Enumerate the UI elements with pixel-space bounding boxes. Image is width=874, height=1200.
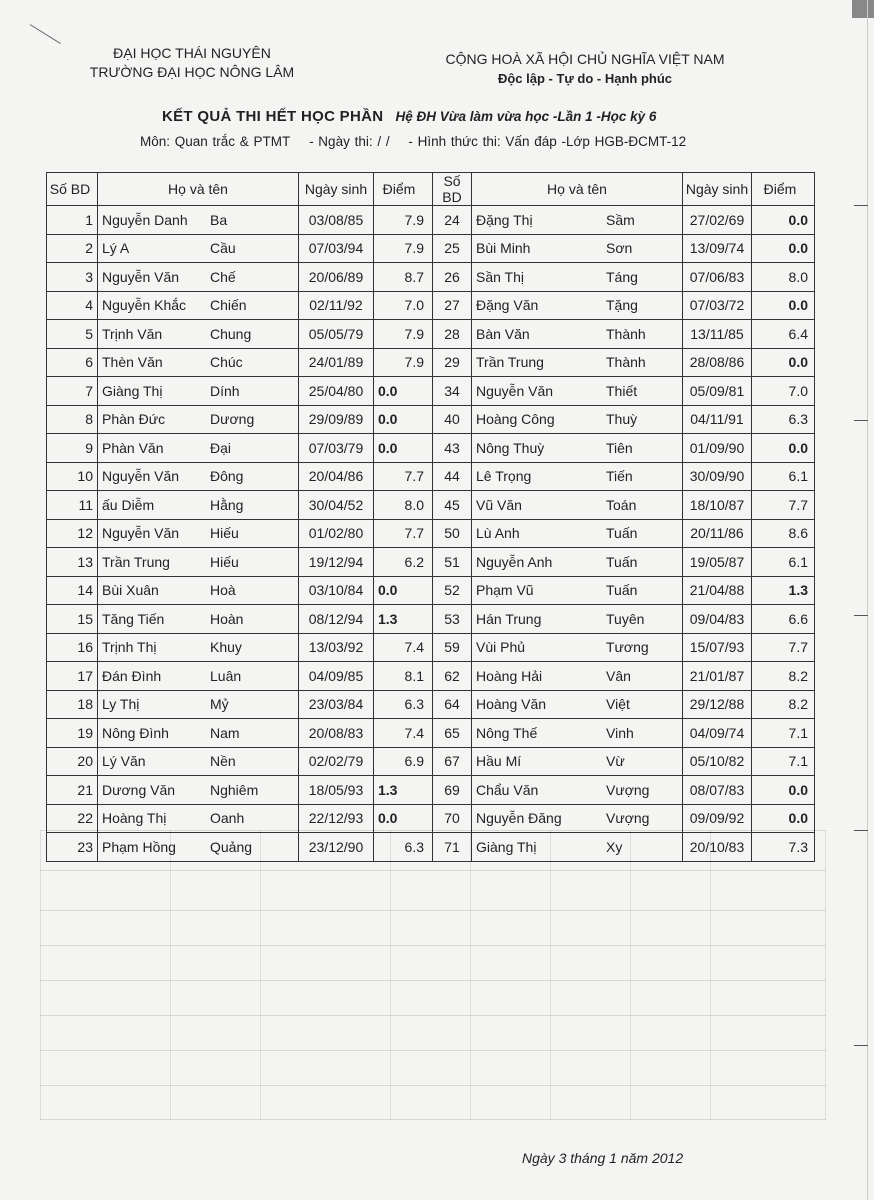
- national-header: [430, 50, 740, 88]
- cell-ten: Chế: [202, 263, 299, 292]
- cell-ngaysinh: 04/09/85: [299, 662, 374, 691]
- cell-sbd-right: 52: [433, 576, 472, 605]
- title-sub: Hệ ĐH Vừa làm vừa học -Lần 1 -Học kỳ 6: [395, 109, 657, 124]
- cell-ten-right: Vừ: [592, 747, 683, 776]
- header-sbd-right: Số BD: [433, 173, 472, 206]
- cell-ngaysinh: 24/01/89: [299, 348, 374, 377]
- cell-sbd: 19: [47, 719, 98, 748]
- cell-ten: Chúc: [202, 348, 299, 377]
- bleed-through-table: [40, 830, 826, 1120]
- cell-sbd: 4: [47, 291, 98, 320]
- cell-sbd-right: 65: [433, 719, 472, 748]
- cell-ten-right: Tuấn: [592, 576, 683, 605]
- cell-diem-right: 8.6: [752, 519, 815, 548]
- signature-date: Ngày 3 tháng 1 năm 2012: [522, 1150, 684, 1166]
- cell-sbd-right: 67: [433, 747, 472, 776]
- cell-ho: Tăng Tiến: [98, 605, 203, 634]
- cell-ten: Chung: [202, 320, 299, 349]
- cell-ten: Luân: [202, 662, 299, 691]
- cell-sbd-right: 70: [433, 804, 472, 833]
- cell-ho-right: Hầu Mí: [472, 747, 593, 776]
- cell-ho: Lý A: [98, 234, 203, 263]
- cell-ngaysinh: 30/04/52: [299, 491, 374, 520]
- cell-diem-right: 6.1: [752, 462, 815, 491]
- cell-diem: 8.1: [374, 662, 433, 691]
- cell-ho-right: Bùi Minh: [472, 234, 593, 263]
- cell-diem-right: 7.7: [752, 633, 815, 662]
- cell-ho: Nguyễn Khắc: [98, 291, 203, 320]
- cell-ten: Hoàn: [202, 605, 299, 634]
- cell-ngaysinh: 13/03/92: [299, 633, 374, 662]
- cell-ngaysinh: 03/10/84: [299, 576, 374, 605]
- cell-sbd-right: 29: [433, 348, 472, 377]
- cell-diem: 6.3: [374, 690, 433, 719]
- cell-diem: 6.2: [374, 548, 433, 577]
- cell-sbd-right: 28: [433, 320, 472, 349]
- cell-ngaysinh-right: 08/07/83: [683, 776, 752, 805]
- header-hoten-right: Họ và tên: [472, 173, 683, 206]
- cell-ho: Nguyễn Văn: [98, 263, 203, 292]
- table-row: [47, 548, 815, 577]
- cell-ho-right: Nguyễn Đăng: [472, 804, 593, 833]
- cell-ten: Khuy: [202, 633, 299, 662]
- cell-diem: 7.0: [374, 291, 433, 320]
- table-row: [47, 833, 815, 862]
- exam-info: [140, 134, 700, 149]
- cell-diem-right: 0.0: [752, 206, 815, 235]
- cell-ho-right: Vùi Phủ: [472, 633, 593, 662]
- cell-ngaysinh-right: 07/06/83: [683, 263, 752, 292]
- cell-ten-right: Tuyên: [592, 605, 683, 634]
- cell-diem-right: 8.2: [752, 690, 815, 719]
- cell-sbd: 6: [47, 348, 98, 377]
- header-sbd: Số BD: [47, 173, 98, 206]
- cell-ten: Chiến: [202, 291, 299, 320]
- cell-sbd: 5: [47, 320, 98, 349]
- header-diem-right: Điểm: [752, 173, 815, 206]
- table-row: [47, 234, 815, 263]
- cell-ten-right: Thuỳ: [592, 405, 683, 434]
- cell-ho: Trịnh Văn: [98, 320, 203, 349]
- cell-ten-right: Thành: [592, 348, 683, 377]
- cell-diem: 7.4: [374, 719, 433, 748]
- cell-diem-right: 6.6: [752, 605, 815, 634]
- cell-diem-right: 7.0: [752, 377, 815, 406]
- cell-ho: Hoàng Thị: [98, 804, 203, 833]
- cell-ten: Dương: [202, 405, 299, 434]
- cell-sbd-right: 26: [433, 263, 472, 292]
- cell-ho: Trần Trung: [98, 548, 203, 577]
- cell-ho: Ly Thị: [98, 690, 203, 719]
- cell-ho-right: Lù Anh: [472, 519, 593, 548]
- cell-ngaysinh: 20/04/86: [299, 462, 374, 491]
- margin-tick: [854, 1045, 868, 1046]
- cell-ten-right: Thiết: [592, 377, 683, 406]
- cell-sbd-right: 44: [433, 462, 472, 491]
- cell-diem: 6.9: [374, 747, 433, 776]
- cell-ngaysinh-right: 29/12/88: [683, 690, 752, 719]
- cell-diem-right: 0.0: [752, 434, 815, 463]
- cell-diem-right: 8.2: [752, 662, 815, 691]
- cell-ngaysinh: 29/09/89: [299, 405, 374, 434]
- cell-diem-right: 0.0: [752, 804, 815, 833]
- cell-diem-right: 6.1: [752, 548, 815, 577]
- exam-date: - Ngày thi: / /: [309, 134, 390, 149]
- cell-ten: Oanh: [202, 804, 299, 833]
- cell-ho-right: Chẩu Văn: [472, 776, 593, 805]
- cell-ten: Nghiêm: [202, 776, 299, 805]
- cell-sbd: 22: [47, 804, 98, 833]
- cell-ngaysinh: 02/11/92: [299, 291, 374, 320]
- cell-ho: Bùi Xuân: [98, 576, 203, 605]
- cell-ngaysinh: 07/03/79: [299, 434, 374, 463]
- cell-ho: Phạm Hồng: [98, 833, 203, 862]
- cell-sbd-right: 69: [433, 776, 472, 805]
- table-row: [47, 291, 815, 320]
- table-row: [47, 605, 815, 634]
- document-title: [162, 108, 656, 125]
- cell-sbd: 16: [47, 633, 98, 662]
- cell-ho-right: Hoàng Văn: [472, 690, 593, 719]
- cell-diem-right: 7.1: [752, 719, 815, 748]
- cell-diem-right: 6.4: [752, 320, 815, 349]
- cell-sbd-right: 27: [433, 291, 472, 320]
- cell-ten-right: Tương: [592, 633, 683, 662]
- cell-ngaysinh: 23/03/84: [299, 690, 374, 719]
- cell-diem: 7.4: [374, 633, 433, 662]
- cell-diem-right: 6.3: [752, 405, 815, 434]
- cell-sbd: 10: [47, 462, 98, 491]
- cell-ten: Đại: [202, 434, 299, 463]
- cell-ngaysinh-right: 01/09/90: [683, 434, 752, 463]
- cell-ten-right: Vượng: [592, 776, 683, 805]
- header-ngaysinh: Ngày sinh: [299, 173, 374, 206]
- table-row: [47, 519, 815, 548]
- cell-ngaysinh-right: 21/01/87: [683, 662, 752, 691]
- table-row: [47, 776, 815, 805]
- cell-diem: 0.0: [374, 576, 433, 605]
- cell-ho-right: Nông Thuỳ: [472, 434, 593, 463]
- cell-ten-right: Tuấn: [592, 548, 683, 577]
- cell-diem: 1.3: [374, 605, 433, 634]
- cell-ten-right: Xy: [592, 833, 683, 862]
- cell-ten: Mỷ: [202, 690, 299, 719]
- cell-diem-right: 8.0: [752, 263, 815, 292]
- cell-ten-right: Tặng: [592, 291, 683, 320]
- cell-ten-right: Vân: [592, 662, 683, 691]
- cell-ho: ấu Diễm: [98, 491, 203, 520]
- cell-ten: Hằng: [202, 491, 299, 520]
- cell-sbd: 13: [47, 548, 98, 577]
- cell-ngaysinh-right: 04/11/91: [683, 405, 752, 434]
- cell-ngaysinh-right: 21/04/88: [683, 576, 752, 605]
- table-row: [47, 206, 815, 235]
- margin-tick: [854, 615, 868, 616]
- cell-ho: Lý Văn: [98, 747, 203, 776]
- margin-tick: [854, 205, 868, 206]
- cell-diem-right: 0.0: [752, 291, 815, 320]
- table-row: [47, 405, 815, 434]
- cell-ngaysinh: 22/12/93: [299, 804, 374, 833]
- cell-diem: 1.3: [374, 776, 433, 805]
- margin-tick: [854, 420, 868, 421]
- cell-ngaysinh: 05/05/79: [299, 320, 374, 349]
- cell-ngaysinh-right: 30/09/90: [683, 462, 752, 491]
- cell-diem: 0.0: [374, 804, 433, 833]
- cell-ngaysinh-right: 20/11/86: [683, 519, 752, 548]
- results-table: [46, 172, 815, 862]
- cell-ten: Ba: [202, 206, 299, 235]
- cell-ngaysinh-right: 04/09/74: [683, 719, 752, 748]
- cell-ho-right: Sần Thị: [472, 263, 593, 292]
- cell-ngaysinh-right: 09/04/83: [683, 605, 752, 634]
- cell-ten-right: Sơn: [592, 234, 683, 263]
- scan-corner-shadow: [852, 0, 874, 18]
- header-ngaysinh-right: Ngày sinh: [683, 173, 752, 206]
- cell-ngaysinh-right: 20/10/83: [683, 833, 752, 862]
- cell-diem: 7.9: [374, 206, 433, 235]
- cell-ten-right: Tiên: [592, 434, 683, 463]
- cell-sbd: 3: [47, 263, 98, 292]
- org-name-university: ĐẠI HỌC THÁI NGUYÊN: [113, 45, 271, 61]
- cell-sbd-right: 40: [433, 405, 472, 434]
- cell-ten-right: Toán: [592, 491, 683, 520]
- cell-ten: Cầu: [202, 234, 299, 263]
- cell-sbd-right: 45: [433, 491, 472, 520]
- cell-diem: 7.9: [374, 348, 433, 377]
- cell-ho: Nguyễn Văn: [98, 462, 203, 491]
- cell-sbd: 8: [47, 405, 98, 434]
- subject-label: Môn: Quan trắc & PTMT: [140, 134, 291, 149]
- cell-ngaysinh: 25/04/80: [299, 377, 374, 406]
- cell-ho-right: Hoàng Hải: [472, 662, 593, 691]
- cell-diem-right: 7.1: [752, 747, 815, 776]
- cell-diem-right: 0.0: [752, 776, 815, 805]
- cell-sbd-right: 51: [433, 548, 472, 577]
- cell-diem-right: 7.3: [752, 833, 815, 862]
- cell-ho-right: Hoàng Công: [472, 405, 593, 434]
- cell-diem: 7.7: [374, 462, 433, 491]
- cell-ten: Hiếu: [202, 519, 299, 548]
- table-row: [47, 576, 815, 605]
- cell-ho-right: Trần Trung: [472, 348, 593, 377]
- cell-ngaysinh-right: 09/09/92: [683, 804, 752, 833]
- table-row: [47, 804, 815, 833]
- cell-diem: 7.9: [374, 234, 433, 263]
- cell-ngaysinh: 02/02/79: [299, 747, 374, 776]
- cell-ten-right: Vinh: [592, 719, 683, 748]
- cell-ngaysinh: 07/03/94: [299, 234, 374, 263]
- table-row: [47, 719, 815, 748]
- cell-sbd: 15: [47, 605, 98, 634]
- cell-ngaysinh: 03/08/85: [299, 206, 374, 235]
- cell-ten: Nam: [202, 719, 299, 748]
- cell-ngaysinh: 01/02/80: [299, 519, 374, 548]
- table-row: [47, 690, 815, 719]
- table-row: [47, 320, 815, 349]
- national-motto: Độc lập - Tự do - Hạnh phúc: [497, 71, 673, 86]
- cell-ngaysinh: 08/12/94: [299, 605, 374, 634]
- table-row: [47, 662, 815, 691]
- cell-diem: 0.0: [374, 434, 433, 463]
- cell-sbd-right: 71: [433, 833, 472, 862]
- cell-sbd: 18: [47, 690, 98, 719]
- cell-sbd: 1: [47, 206, 98, 235]
- header-hoten: Họ và tên: [98, 173, 299, 206]
- org-name-school: TRƯỜNG ĐẠI HỌC NÔNG LÂM: [89, 64, 295, 80]
- cell-ten-right: Vượng: [592, 804, 683, 833]
- cell-ten: Đông: [202, 462, 299, 491]
- table-row: [47, 747, 815, 776]
- cell-ho-right: Nguyễn Anh: [472, 548, 593, 577]
- cell-sbd: 11: [47, 491, 98, 520]
- header-diem: Điểm: [374, 173, 433, 206]
- margin-tick: [854, 830, 868, 831]
- cell-diem-right: 1.3: [752, 576, 815, 605]
- org-header: [82, 44, 302, 82]
- cell-sbd-right: 59: [433, 633, 472, 662]
- cell-ho-right: Vũ Văn: [472, 491, 593, 520]
- table-header-row: [47, 173, 815, 206]
- title-main: KẾT QUẢ THI HẾT HỌC PHẦN: [162, 108, 384, 125]
- cell-ngaysinh: 20/08/83: [299, 719, 374, 748]
- cell-diem-right: 0.0: [752, 234, 815, 263]
- cell-ngaysinh-right: 18/10/87: [683, 491, 752, 520]
- cell-diem-right: 7.7: [752, 491, 815, 520]
- cell-ten-right: Việt: [592, 690, 683, 719]
- cell-ten: Hoà: [202, 576, 299, 605]
- cell-ho-right: Nông Thế: [472, 719, 593, 748]
- cell-ho-right: Lê Trọng: [472, 462, 593, 491]
- cell-sbd-right: 53: [433, 605, 472, 634]
- cell-ho: Nguyễn Văn: [98, 519, 203, 548]
- cell-ngaysinh-right: 19/05/87: [683, 548, 752, 577]
- table-row: [47, 633, 815, 662]
- table-row: [47, 348, 815, 377]
- cell-diem: 7.7: [374, 519, 433, 548]
- cell-diem: 7.9: [374, 320, 433, 349]
- cell-ho-right: Đặng Văn: [472, 291, 593, 320]
- cell-ngaysinh: 18/05/93: [299, 776, 374, 805]
- cell-ten: Hiếu: [202, 548, 299, 577]
- cell-sbd-right: 50: [433, 519, 472, 548]
- staple-mark: [30, 24, 61, 44]
- cell-sbd: 2: [47, 234, 98, 263]
- table-row: [47, 263, 815, 292]
- cell-ngaysinh-right: 27/02/69: [683, 206, 752, 235]
- cell-ten-right: Tiến: [592, 462, 683, 491]
- cell-ngaysinh: 19/12/94: [299, 548, 374, 577]
- cell-sbd-right: 43: [433, 434, 472, 463]
- cell-ho-right: Nguyễn Văn: [472, 377, 593, 406]
- table-row: [47, 462, 815, 491]
- cell-ten-right: Táng: [592, 263, 683, 292]
- cell-ten: Dính: [202, 377, 299, 406]
- cell-ho: Trịnh Thị: [98, 633, 203, 662]
- cell-ho-right: Giàng Thị: [472, 833, 593, 862]
- cell-ngaysinh-right: 13/11/85: [683, 320, 752, 349]
- table-row: [47, 377, 815, 406]
- cell-ngaysinh-right: 28/08/86: [683, 348, 752, 377]
- cell-ngaysinh-right: 05/09/81: [683, 377, 752, 406]
- cell-ngaysinh-right: 13/09/74: [683, 234, 752, 263]
- cell-sbd: 12: [47, 519, 98, 548]
- cell-sbd-right: 34: [433, 377, 472, 406]
- page-edge: [867, 0, 868, 1200]
- cell-ten-right: Thành: [592, 320, 683, 349]
- country-name: CỘNG HOÀ XÃ HỘI CHỦ NGHĨA VIỆT NAM: [445, 51, 725, 67]
- cell-ho: Nông Đình: [98, 719, 203, 748]
- table-row: [47, 491, 815, 520]
- cell-sbd: 14: [47, 576, 98, 605]
- cell-ho: Phàn Văn: [98, 434, 203, 463]
- table-row: [47, 434, 815, 463]
- cell-diem: 0.0: [374, 405, 433, 434]
- cell-ho-right: Đặng Thị: [472, 206, 593, 235]
- cell-ten-right: Sầm: [592, 206, 683, 235]
- cell-ho: Đán Đình: [98, 662, 203, 691]
- cell-ho: Nguyễn Danh: [98, 206, 203, 235]
- cell-diem: 8.0: [374, 491, 433, 520]
- cell-ngaysinh-right: 05/10/82: [683, 747, 752, 776]
- cell-sbd: 17: [47, 662, 98, 691]
- cell-ten-right: Tuấn: [592, 519, 683, 548]
- cell-ho: Giàng Thị: [98, 377, 203, 406]
- cell-sbd: 21: [47, 776, 98, 805]
- cell-ngaysinh-right: 15/07/93: [683, 633, 752, 662]
- cell-diem: 0.0: [374, 377, 433, 406]
- cell-ho: Thèn Văn: [98, 348, 203, 377]
- cell-ho: Phàn Đức: [98, 405, 203, 434]
- cell-ten: Nền: [202, 747, 299, 776]
- cell-ho-right: Bàn Văn: [472, 320, 593, 349]
- cell-diem: 6.3: [374, 833, 433, 862]
- cell-sbd-right: 64: [433, 690, 472, 719]
- cell-ho-right: Hán Trung: [472, 605, 593, 634]
- cell-ngaysinh: 23/12/90: [299, 833, 374, 862]
- cell-sbd-right: 24: [433, 206, 472, 235]
- cell-ngaysinh: 20/06/89: [299, 263, 374, 292]
- cell-ho: Dương Văn: [98, 776, 203, 805]
- cell-sbd: 9: [47, 434, 98, 463]
- cell-ngaysinh-right: 07/03/72: [683, 291, 752, 320]
- cell-sbd-right: 62: [433, 662, 472, 691]
- cell-sbd-right: 25: [433, 234, 472, 263]
- cell-diem-right: 0.0: [752, 348, 815, 377]
- cell-ten: Quảng: [202, 833, 299, 862]
- cell-ho-right: Phạm Vũ: [472, 576, 593, 605]
- cell-sbd: 7: [47, 377, 98, 406]
- cell-sbd: 20: [47, 747, 98, 776]
- exam-form: - Hình thức thi: Vấn đáp -Lớp HGB-ĐCMT-12: [408, 134, 687, 149]
- cell-diem: 8.7: [374, 263, 433, 292]
- cell-sbd: 23: [47, 833, 98, 862]
